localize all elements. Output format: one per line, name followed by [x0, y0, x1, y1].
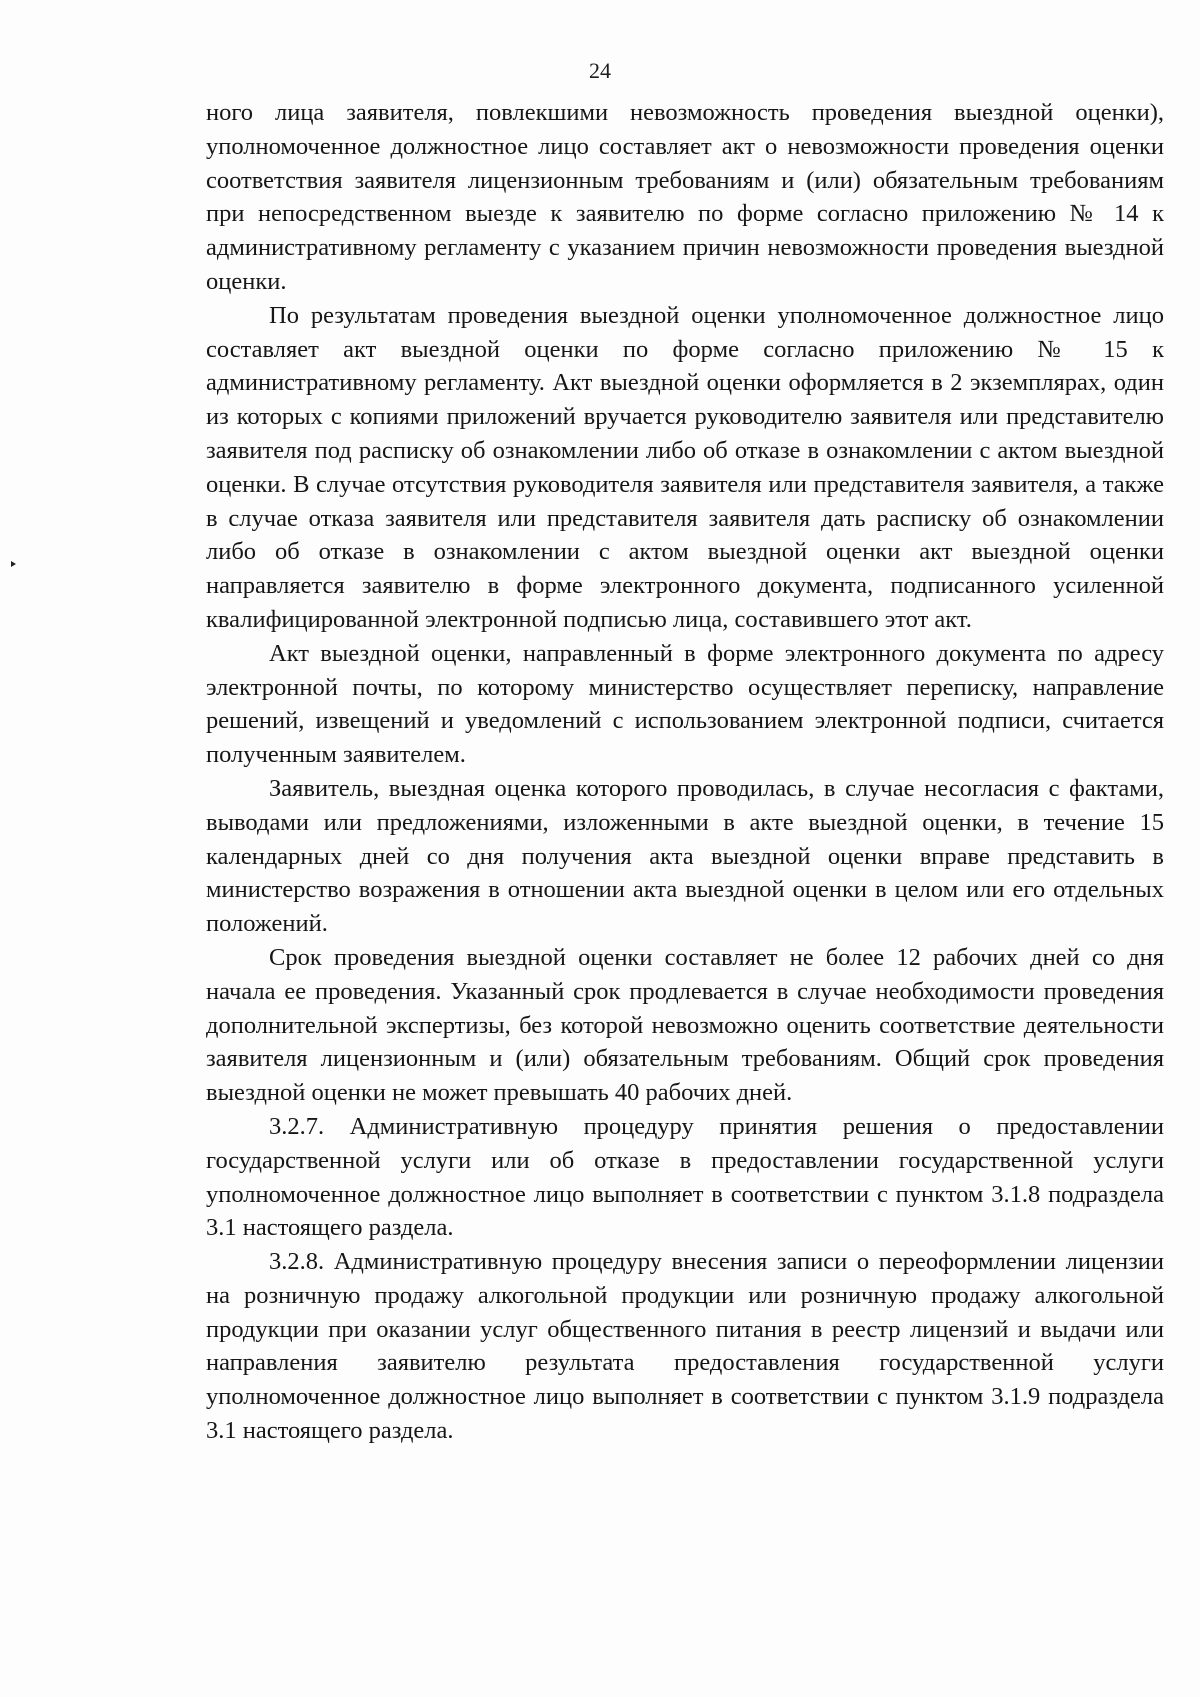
- page-number: 24: [589, 58, 611, 83]
- paragraph-objections: Заявитель, выездная оценка которого проводилась, в случае несогласия с фактами, выводами или предложениями, изложенными в акте выездной оценки, в течение 15 календарных дней со дня получения акта выездной оценки вправе представить в министерство возражения в отношении акта выездной оценки в целом или его отдельных положений.: [206, 774, 1164, 938]
- paragraph-inspection-term: Срок проведения выездной оценки составляет не более 12 рабочих дней со дня начала ее проведения. Указанный срок продлевается в случае необходимости проведения дополнительной экспертизы, без которой невозможно оценить соответствие деятельности заявителя лицензионным и (или) обязательным требованиям. Общий срок проведения выездной оценки не может превышать 40 рабочих дней.: [206, 943, 1164, 1107]
- paragraph-inspection-act: По результатам проведения выездной оценки уполномоченное должностное лицо составляет акт выездной оценки по форме согласно приложению № 15 к административному регламенту. Акт выездной оценки оформляется в 2 экземплярах, один из которых с копиями приложений вручается руководителю заявителя или представителю заявителя под расписку об ознакомлении либо об отказе в ознакомлении с актом выездной оценки. В случае отсутствия руководителя заявителя или представителя заявителя, а также в случае отказа заявителя или представителя заявителя дать расписку об ознакомлении либо об отказе в ознакомлении с актом выездной оценки акт выездной оценки направляется заявителю в форме электронного документа, подписанного усиленной квалифицированной электронной подписью лица, составившего этот акт.: [206, 301, 1164, 633]
- margin-mark: [11, 561, 16, 567]
- paragraph-3-2-7: 3.2.7. Административную процедуру принятия решения о предоставлении государственной услуги или об отказе в предоставлении государственной услуги уполномоченное должностное лицо выполняет в соответствии с пунктом 3.1.8 подраздела 3.1 настоящего раздела.: [206, 1112, 1164, 1242]
- paragraph-continuation: ного лица заявителя, повлекшими невозможность проведения выездной оценки), уполномоченное должностное лицо составляет акт о невозможности проведения оценки соответствия заявителя лицензионным требованиям и (или) обязательным требованиям при непосредственном выезде к заявителю по форме согласно приложению № 14 к административному регламенту с указанием причин невозможности проведения выездной оценки.: [206, 99, 1164, 295]
- paragraph-3-2-8: 3.2.8. Административную процедуру внесения записи о переоформлении лицензии на розничную продажу алкогольной продукции или розничную продажу алкогольной продукции при оказании услуг общественного питания в реестр лицензий и выдачи или направления заявителю результата предоставления государственной услуги уполномоченное должностное лицо выполняет в соответствии с пунктом 3.1.9 подраздела 3.1 настоящего раздела.: [206, 1248, 1164, 1445]
- document-body: [206, 96, 1164, 1448]
- paragraph-electronic-act: Акт выездной оценки, направленный в форме электронного документа по адресу электронной почты, по которому министерство осуществляет переписку, направление решений, извещений и уведомлений с использованием электронной подписи, считается полученным заявителем.: [206, 639, 1164, 769]
